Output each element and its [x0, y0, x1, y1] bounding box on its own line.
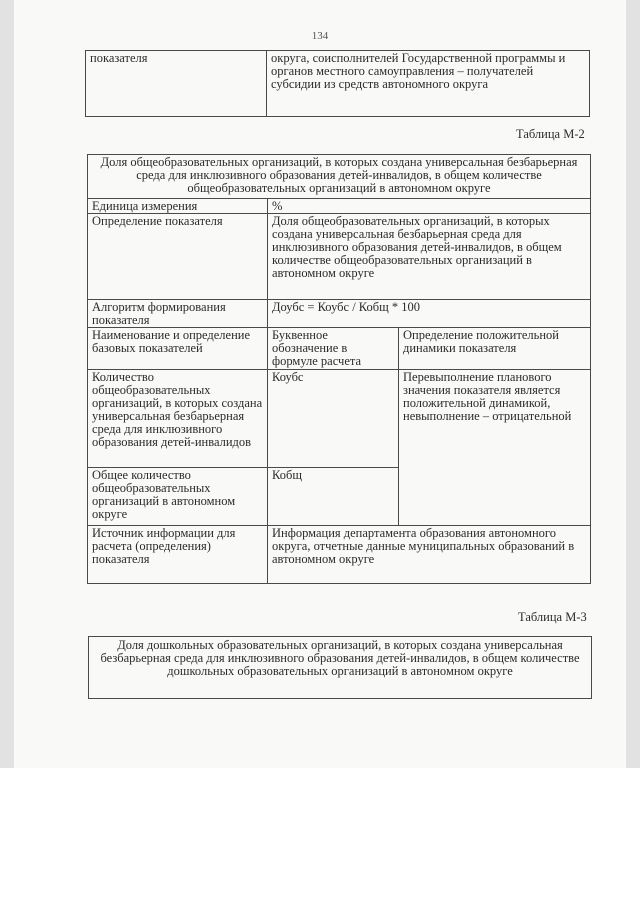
table-row: [88, 370, 591, 468]
algorithm-label: Алгоритм формирования показателя: [88, 300, 268, 328]
base-indicator-name: Общее количество общеобразовательных организаций в автономном округе: [88, 468, 268, 526]
page-number: 134: [311, 30, 329, 42]
base-indicator-symbol: Кобщ: [268, 468, 399, 526]
base-indicator-symbol: Коубс: [268, 370, 399, 468]
table-m3-label: Таблица М-3: [518, 610, 587, 624]
algorithm-formula: Доубс = Коубс / Кобщ * 100: [268, 300, 591, 328]
table-title-row: [88, 155, 591, 199]
col-header-symbol: Буквенное обозначение в формуле расчета: [268, 328, 399, 370]
table-m3-title: Доля дошкольных образовательных организаций, в которых создана универсальная безбарьерная среда для инклюзивного образования детей-инвалидов, в общем количестве дошкольных образовательных организаций в автономном округе: [88, 636, 592, 699]
table-continuation: [85, 50, 590, 117]
col-header-name: Наименование и определение базовых показателей: [88, 328, 268, 370]
table-row: [88, 214, 591, 300]
table-row: [88, 300, 591, 328]
table-cell: округа, соисполнителей Государственной программы и органов местного самоуправления – получателей субсидии из средств автономного округа: [267, 51, 590, 117]
scan-margin: [0, 768, 640, 905]
table-row: [88, 199, 591, 214]
definition-value: Доля общеобразовательных организаций, в которых создана универсальная безбарьерная среда для инклюзивного образования детей-инвалидов, в общем количестве общеобразовательных организаций в автономном округе: [268, 214, 591, 300]
dynamics-definition: Перевыполнение планового значения показателя является положительной динамикой, невыполнение – отрицательной: [399, 370, 591, 526]
table-m2: [87, 154, 591, 584]
base-indicator-name: Количество общеобразовательных организаций, в которых создана универсальная безбарьерная среда для инклюзивного образования детей-инвалидов: [88, 370, 268, 468]
table-m2-label: Таблица М-2: [516, 127, 585, 141]
table-m2-title: Доля общеобразовательных организаций, в которых создана универсальная безбарьерная среда для инклюзивного образования детей-инвалидов, в общем количестве общеобразовательных организаций в автономном округе: [88, 155, 591, 199]
table-row: [88, 526, 591, 584]
table-row: [86, 51, 590, 117]
source-label: Источник информации для расчета (определения) показателя: [88, 526, 268, 584]
unit-value: %: [268, 199, 591, 214]
unit-label: Единица измерения: [88, 199, 268, 214]
definition-label: Определение показателя: [88, 214, 268, 300]
table-header-row: [88, 328, 591, 370]
table-cell: показателя: [86, 51, 267, 117]
col-header-dynamics: Определение положительной динамики показателя: [399, 328, 591, 370]
source-value: Информация департамента образования автономного округа, отчетные данные муниципальных образований в автономном округе: [268, 526, 591, 584]
